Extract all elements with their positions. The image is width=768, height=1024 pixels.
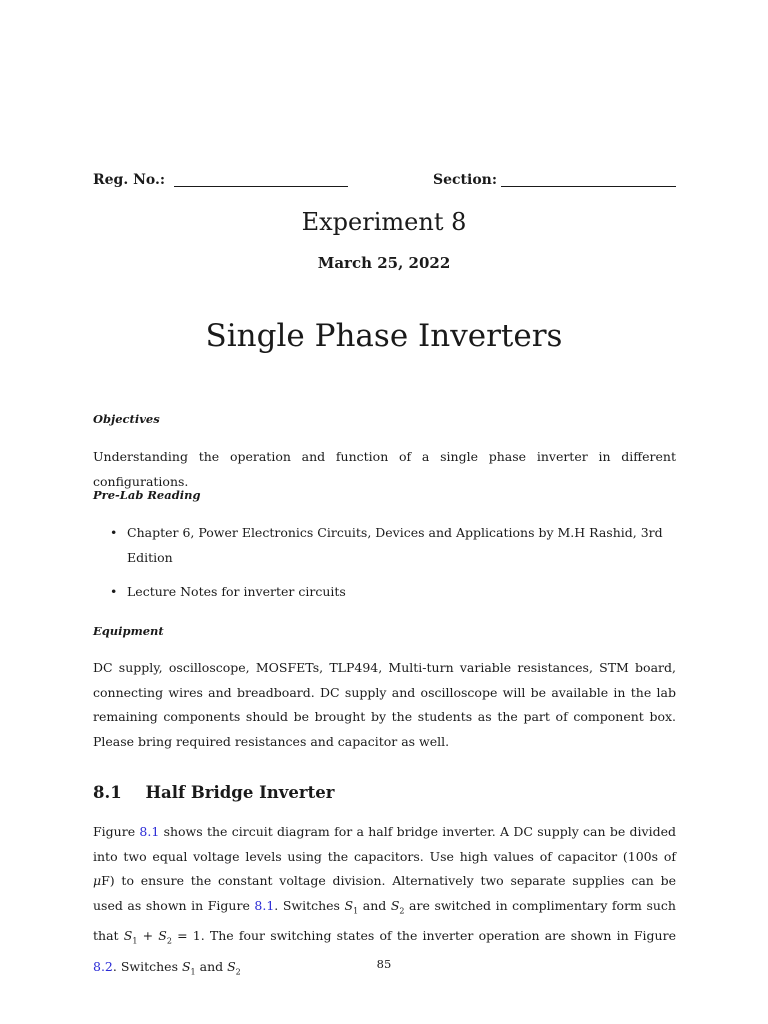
section-label: Section: <box>433 172 498 188</box>
registration-row <box>93 172 676 194</box>
section-blank-line <box>501 186 676 187</box>
section-title: Half Bridge Inverter <box>145 783 335 802</box>
list-item-text: Chapter 6, Power Electronics Circuits, Devices and Applications by M.H Rashid, 3rd Edition <box>127 525 663 565</box>
section-paragraph: Figure 8.1 shows the circuit diagram for a half bridge inverter. A DC supply can be divided into two equal voltage levels using the capacitors. Use high values of capacitor (100s of μF) to ensure the constant voltage division. Alternatively two separate supplies can be used as shown in Figure 8.1. Switches $S_1$ and $S_2$ are switched in complimentary form such that $S_1 + S_2 = 1$. The four switching states of the inverter operation are shown in Figure 8.2. Switches $S_1$ and $S_2$ <box>93 824 676 977</box>
reg-no-label: Reg. No.: <box>93 172 166 188</box>
list-item-text: Lecture Notes for inverter circuits <box>127 584 346 600</box>
reg-no-blank-line <box>174 186 348 187</box>
equipment-text: DC supply, oscilloscope, MOSFETs, TLP494, Multi-turn variable resistances, STM board, connecting wires and breadboard. DC supply and oscilloscope will be available in the lab remaining components should be brought by the students as the part of component box. Please bring required resistances and capacitor as well. <box>93 660 676 750</box>
figure-link[interactable]: 8.1 <box>254 898 275 914</box>
objectives-text: Understanding the operation and function of a single phase inverter in different configurations. <box>93 449 676 489</box>
bullet-icon: • <box>110 525 118 540</box>
section-heading <box>93 783 334 802</box>
prelab-heading: Pre-Lab Reading <box>93 488 201 502</box>
figure-link[interactable]: 8.1 <box>139 824 160 839</box>
prelab-list <box>110 521 670 605</box>
bullet-icon: • <box>110 584 118 600</box>
document-title: Single Phase Inverters <box>205 318 563 354</box>
page-number: 85 <box>376 957 392 971</box>
experiment-date: March 25, 2022 <box>317 254 451 272</box>
objectives-heading: Objectives <box>93 412 160 426</box>
list-item <box>110 580 670 605</box>
experiment-heading: Experiment 8 <box>301 208 467 236</box>
equipment-heading: Equipment <box>93 624 164 638</box>
section-number: 8.1 <box>93 783 122 802</box>
figure-link[interactable]: 8.2 <box>93 958 113 974</box>
list-item <box>110 521 670 570</box>
